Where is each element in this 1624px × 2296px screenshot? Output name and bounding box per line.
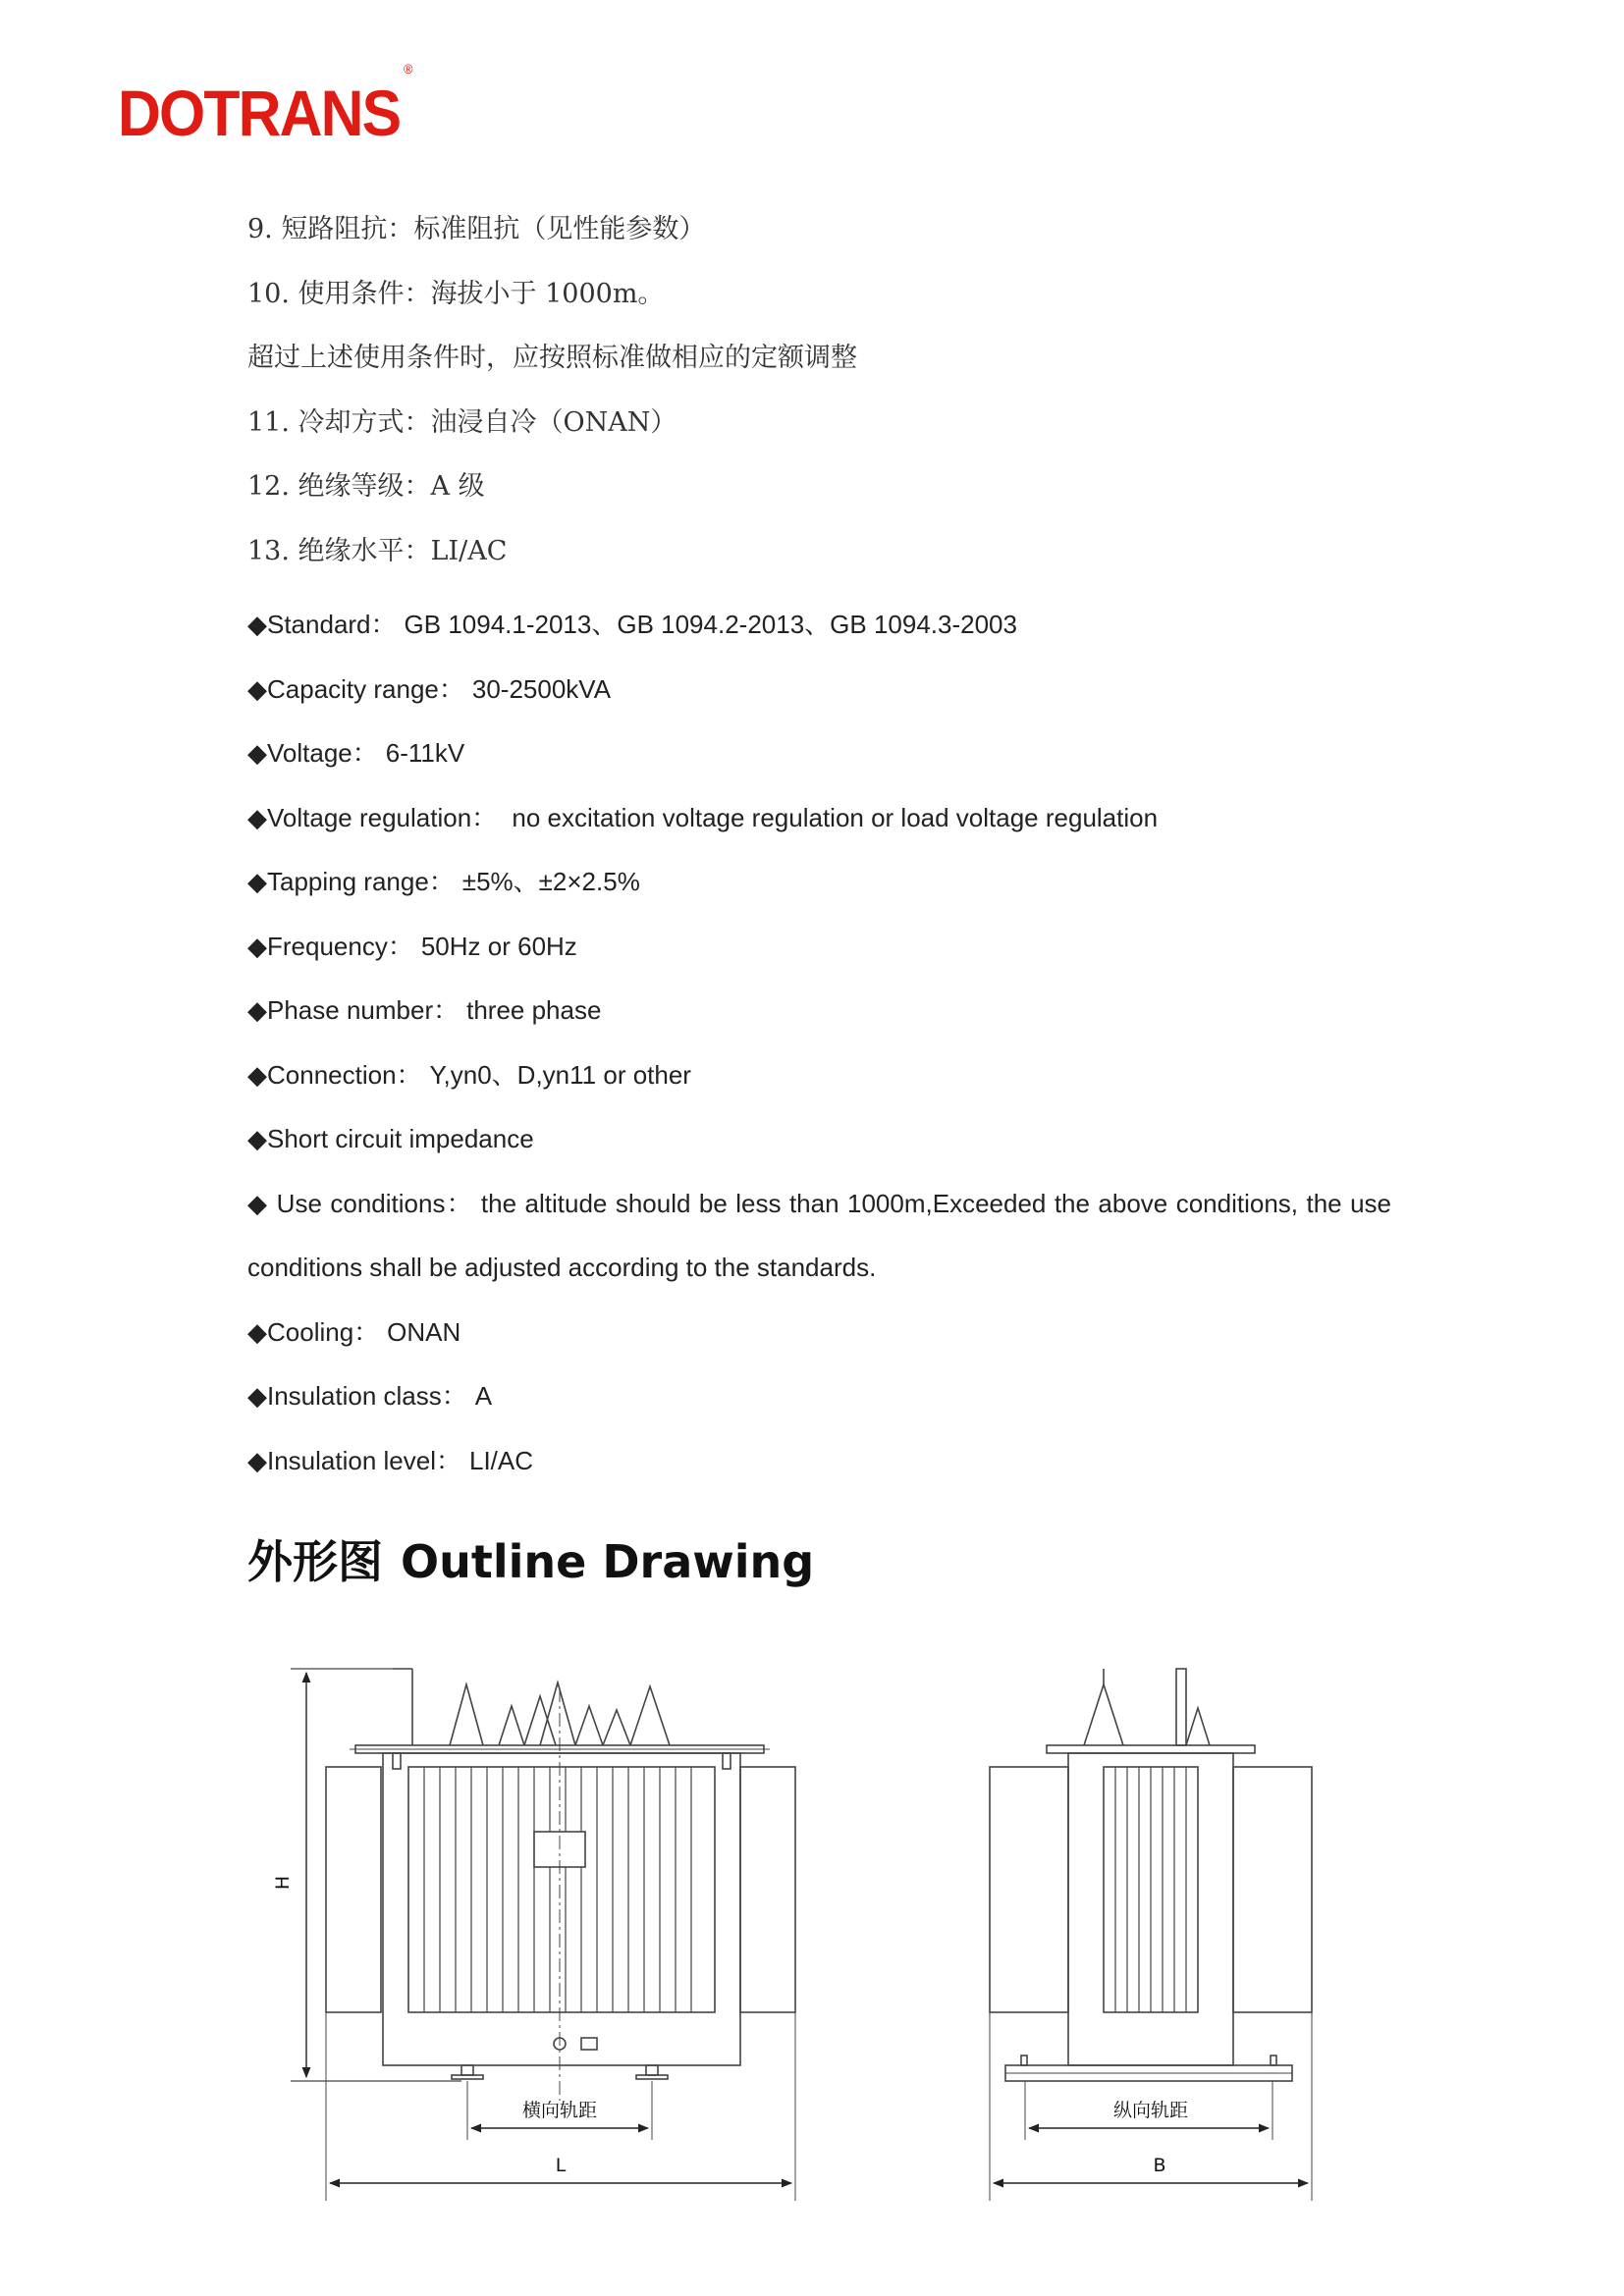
spec-key: ◆Insulation level： bbox=[247, 1445, 461, 1475]
spec-value: 50Hz or 60Hz bbox=[420, 931, 577, 961]
spec-key: ◆ Use conditions： bbox=[247, 1188, 473, 1218]
heading-en: Outline Drawing bbox=[401, 1535, 815, 1588]
spec-key: ◆Short circuit impedance bbox=[247, 1124, 534, 1153]
spec-key: ◆Standard： bbox=[247, 610, 397, 639]
spec-value: A bbox=[474, 1381, 493, 1411]
spec-key: ◆Connection： bbox=[247, 1059, 422, 1090]
side-label-b: B bbox=[1153, 2155, 1166, 2176]
front-rail-gauge-label: 横向轨距 bbox=[521, 2100, 598, 2121]
spec-value: the altitude should be less than 1000m,Exceeded the above conditions, the use conditions shall be adjusted according to the standards. bbox=[247, 1188, 1391, 1282]
spec-value: 30-2500kVA bbox=[471, 673, 612, 704]
spec-key: ◆Capacity range： bbox=[247, 673, 464, 704]
heading-zh: 外形图 bbox=[247, 1535, 383, 1588]
front-label-l: L bbox=[555, 2155, 567, 2176]
zh-spec-item: 9. 短路阻抗：标准阻抗（见性能参数） bbox=[247, 214, 706, 244]
spec-key: ◆Cooling： bbox=[247, 1316, 380, 1347]
spec-key: ◆Voltage regulation： bbox=[247, 802, 498, 832]
spec-value: no excitation voltage regulation or load voltage regulation bbox=[505, 802, 1159, 832]
spec-key: ◆Phase number： bbox=[247, 995, 460, 1025]
spec-key: ◆Tapping range： bbox=[247, 867, 455, 896]
zh-spec-item: 12. 绝缘等级：A 级 bbox=[247, 471, 485, 502]
zh-spec-item: 13. 绝缘水平：LI/AC bbox=[247, 535, 508, 566]
registered-mark: ® bbox=[404, 61, 411, 77]
spec-value: Y,yn0、D,yn11 or other bbox=[429, 1059, 691, 1090]
spec-value: LI/AC bbox=[469, 1445, 534, 1475]
zh-spec-item: 10. 使用条件：海拔小于 1000m。 bbox=[247, 278, 665, 309]
spec-value: ONAN bbox=[387, 1316, 461, 1347]
spec-value: GB 1094.1-2013、GB 1094.2-2013、GB 1094.3-2003 bbox=[404, 610, 1017, 639]
spec-key: ◆Frequency： bbox=[247, 931, 413, 961]
logo-text: DOTRANS bbox=[118, 77, 401, 149]
zh-spec-item: 11. 冷却方式：油浸自冷（ONAN） bbox=[247, 406, 677, 438]
spec-key: ◆Insulation class： bbox=[247, 1381, 467, 1411]
front-label-h: H bbox=[272, 1875, 294, 1891]
spec-value: ±5%、±2×2.5% bbox=[461, 867, 640, 896]
spec-value: 6-11kV bbox=[385, 738, 465, 768]
side-rail-gauge-label: 纵向轨距 bbox=[1112, 2100, 1189, 2121]
spec-value: three phase bbox=[466, 995, 602, 1025]
zh-spec-item: 超过上述使用条件时，应按照标准做相应的定额调整 bbox=[247, 343, 857, 373]
spec-key: ◆Voltage： bbox=[247, 738, 378, 768]
